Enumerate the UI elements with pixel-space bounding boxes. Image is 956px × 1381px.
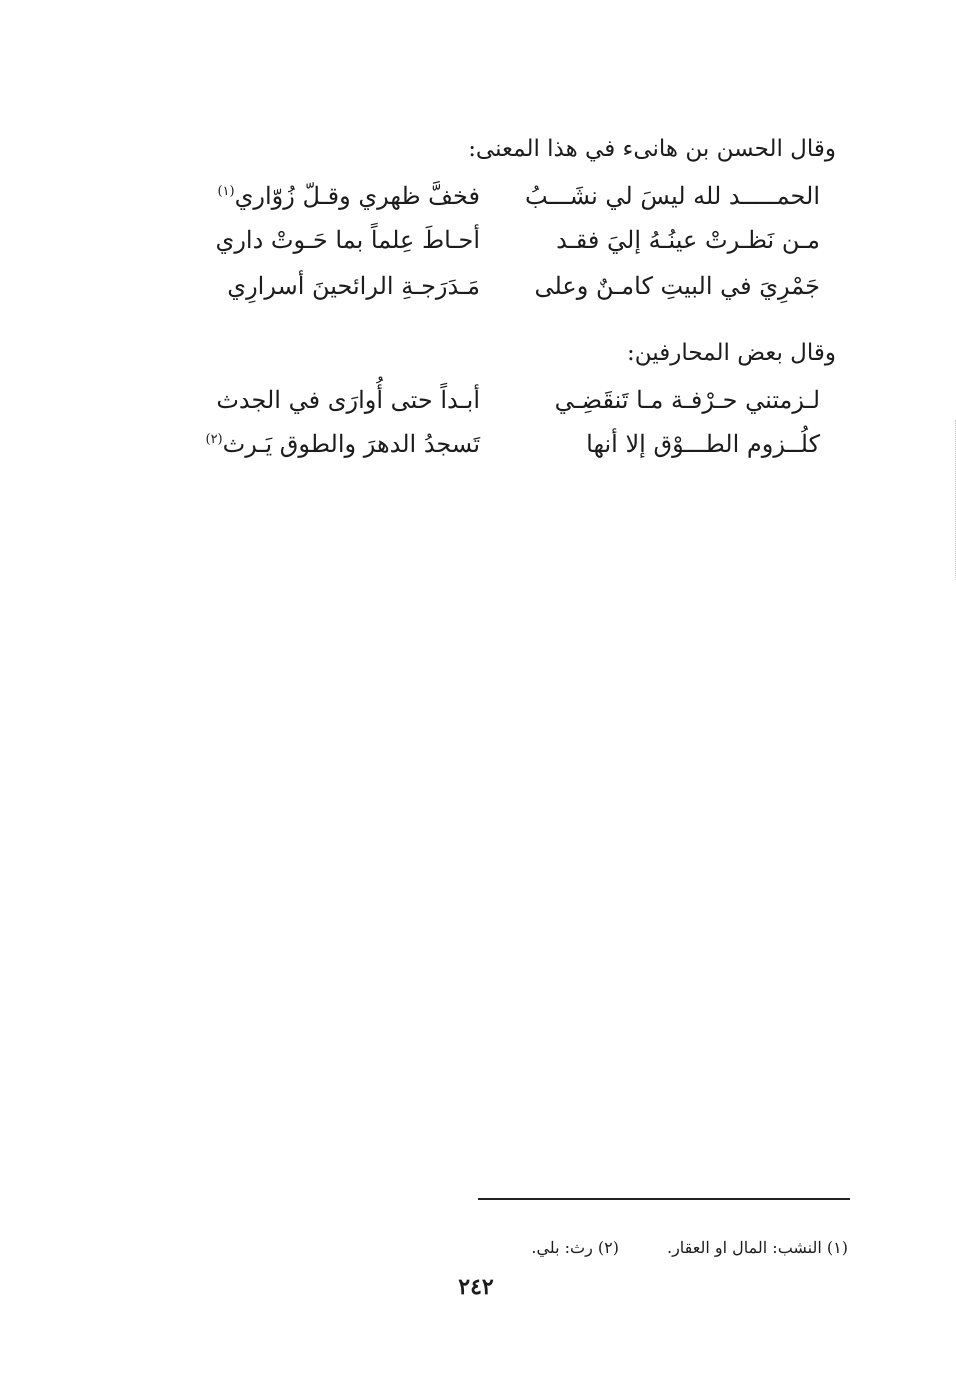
verse-4-first-hemistich: لـزمتني حـرْفـة مـا تَنقَضِـي (554, 386, 820, 414)
footnote-1: (١) النشب: المال او العقار. (666, 1238, 848, 1257)
verse-2 (180, 220, 840, 260)
verse-5-second-hemistich-text: تَسجدُ الدهرَ والطوق يَـرث (222, 430, 480, 458)
verse-3 (180, 266, 840, 306)
footnote-ref-1: (١) (217, 184, 235, 199)
verse-5-first-hemistich: كلُــزوم الطـــوْق إلا أنها (586, 430, 820, 458)
section1-intro: وقال الحسن بن هانىء في هذا المعنى: (468, 136, 836, 162)
verse-4-second-hemistich: أبـداً حتى أُوارَى في الجدث (216, 386, 480, 414)
verse-1-first-hemistich: الحمـــــد لله ليسَ لي نشَـــبُ (525, 182, 820, 210)
page-number: ٢٤٢ (458, 1274, 494, 1300)
verse-5-second-hemistich (180, 424, 480, 464)
verse-2-first-hemistich: مـن نَظـرتْ عينُـهُ إليَ فقـد (556, 226, 820, 254)
footnote-2: (٢) رث: بلي. (531, 1238, 619, 1257)
scan-edge-marks (949, 420, 956, 580)
verse-3-first-hemistich: جَمْرِيَ في البيتِ كامـنٌ وعلى (534, 272, 820, 300)
verse-1 (180, 176, 840, 216)
footnote-separator (478, 1198, 850, 1200)
footnotes (448, 1234, 848, 1262)
verse-2-second-hemistich: أحـاطَ عِلماً بما حَـوتْ داري (215, 226, 480, 254)
verse-1-second-hemistich (180, 176, 480, 216)
verse-3-second-hemistich: مَـدَرَجـةِ الرائحينَ أسرارِي (227, 272, 480, 300)
footnote-ref-2: (٢) (205, 432, 223, 447)
verse-5 (180, 424, 840, 464)
verse-4 (180, 380, 840, 420)
section2-intro: وقال بعض المحارفين: (627, 340, 836, 366)
verse-1-second-hemistich-text: فخفَّ ظهري وقـلّ زُوّاري (234, 182, 480, 210)
